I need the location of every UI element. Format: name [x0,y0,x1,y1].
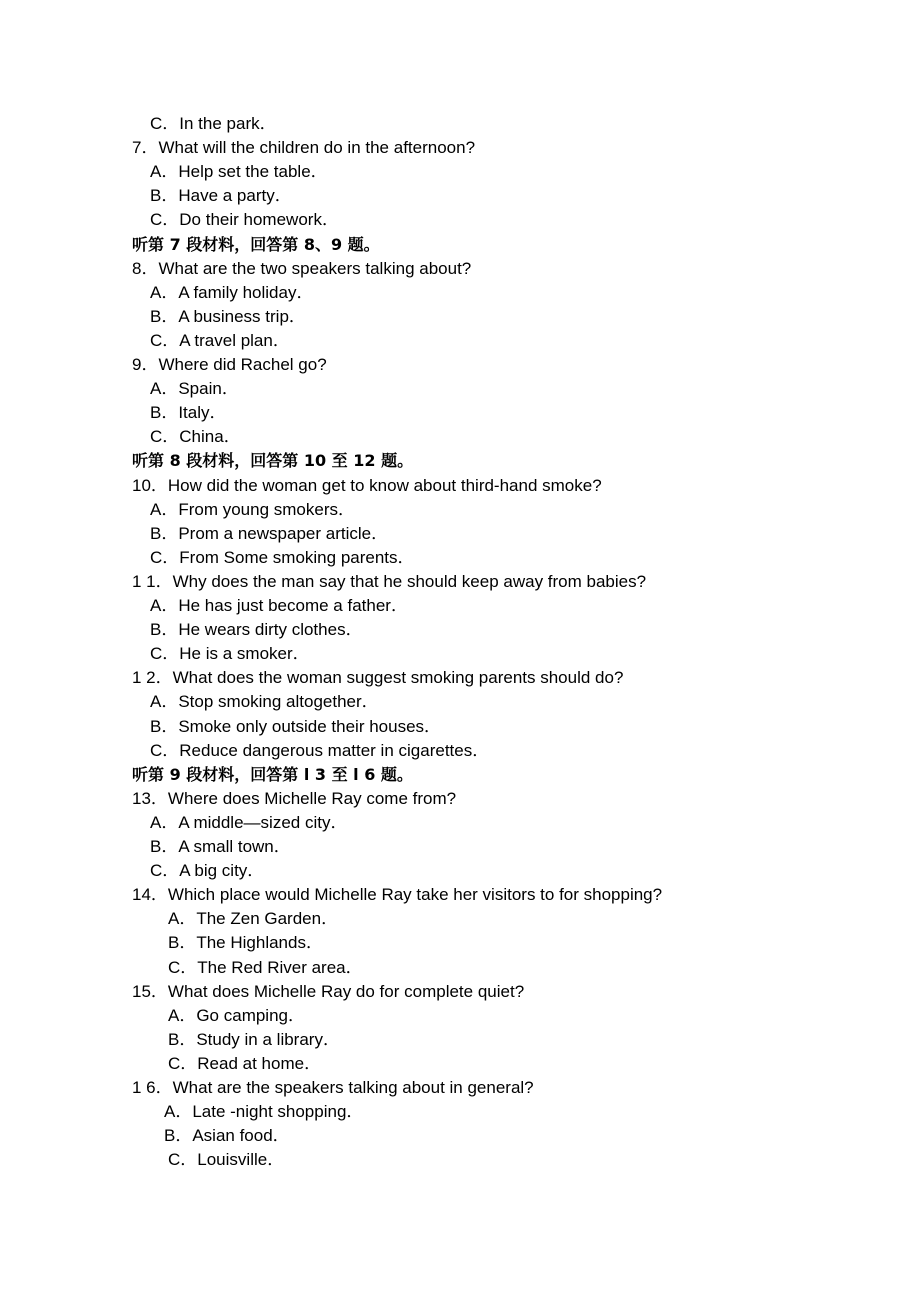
question-line: 1 6．What are the speakers talking about in general? [132,1078,534,1097]
option-line: B．The Highlands． [168,933,323,953]
option-line: A．Stop smoking altogether． [150,692,379,712]
option-line: A．He has just become a father． [150,596,408,615]
option-line: A．Late -night shopping． [164,1102,364,1122]
option-line: A．A family holiday． [150,282,314,302]
option-line: C．Read at home． [168,1053,322,1073]
option-line: C．A big city． [150,861,265,881]
option-line: B．Study in a library． [168,1029,340,1049]
option-line: B．Have a party． [150,186,292,206]
section-heading: 听第 7 段材料，回答第 8、9 题。 [132,234,380,254]
question-line: 1 1．Why does the man say that he should keep away from babies? [132,571,647,591]
question-line: 15．What does Michelle Ray do for complete quiet? [132,981,525,1001]
option-line: A．Help set the table． [150,162,328,182]
option-line: C．A travel plan． [150,330,290,350]
option-line: A．From young smokers． [150,499,355,519]
question-line: 8．What are the two speakers talking about? [132,258,472,278]
option-line: B．He wears dirty clothes． [150,620,363,640]
option-line: C．Reduce dangerous matter in cigarettes． [150,740,490,760]
option-line: B．Italy． [150,403,227,423]
option-line: C．Louisville． [168,1150,285,1170]
question-line: 10．How did the woman get to know about third-hand smoke? [132,475,602,495]
option-line: C．He is a smoker． [150,644,310,664]
option-line: C．From Some smoking parents． [150,547,415,567]
option-line: C．Do their homework． [150,210,339,230]
option-line: B．Smoke only outside their houses． [150,716,442,736]
option-line: B．A business trip． [150,306,306,326]
option-line: C．In the park． [150,114,277,133]
option-line: A．Go camping． [168,1005,305,1025]
question-line: 7．What will the children do in the afternoon? [132,138,476,158]
option-line: B．Asian food． [164,1126,290,1146]
option-line: C．The Red River area． [168,957,363,977]
section-heading: 听第 9 段材料，回答第 l 3 至 l 6 题。 [132,764,413,784]
option-line: C．China． [150,427,241,447]
option-line: A．A middle—sized city． [150,812,348,832]
question-line: 1 2．What does the woman suggest smoking parents should do? [132,668,624,688]
option-line: B．Prom a newspaper article． [150,523,389,543]
option-line: A．Spain． [150,379,239,399]
option-line: B．A small town． [150,837,291,856]
section-heading: 听第 8 段材料，回答第 10 至 12 题。 [132,451,414,471]
question-line: 13．Where does Michelle Ray come from? [132,788,457,808]
option-line: A．The Zen Garden． [168,909,339,929]
question-line: 9．Where did Rachel go? [132,355,327,374]
question-line: 14．Which place would Michelle Ray take her visitors to for shopping? [132,885,663,905]
